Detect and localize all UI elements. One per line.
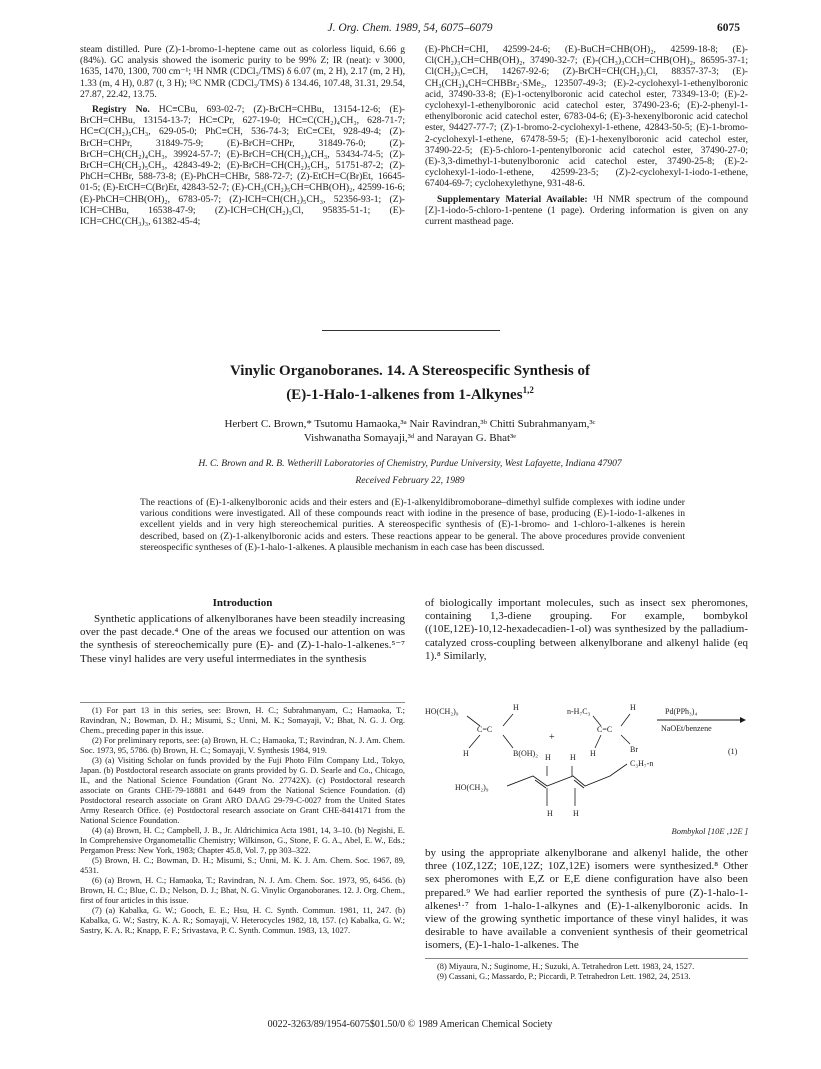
footnote: (1) For part 13 in this series, see: Brown, H. C.; Subrahmanyam, C.; Hamaoka, T.; Ravindran, N.; Bowman, D. H.; Misumi, S.; Unni, M. K.; Somayaji, V.; Bhat, N. G. J. Org. Chem., preceding paper in this issue. <box>80 706 405 735</box>
supplementary-label: Supplementary Material Available: <box>437 193 588 205</box>
author-list <box>80 417 740 445</box>
supplementary-paragraph <box>425 194 748 228</box>
scheme-h: H <box>545 753 551 762</box>
running-header <box>80 22 740 38</box>
registry-paragraph <box>80 104 405 227</box>
footnote: (8) Miyaura, N.; Suginome, H.; Suzuki, A. Tetrahedron Lett. 1983, 24, 1527. <box>437 962 695 971</box>
copyright-line: 0022-3263/89/1954-6075$01.50/0 © 1989 American Chemical Society <box>267 1019 553 1030</box>
abstract: The reactions of (E)-1-alkenylboronic acids and their esters and (E)-1-alkenyldibromoborane–dimethyl sulfide complexes with iodine under various conditions were investigated. All of these compounds react with iodine in the presence of base, producing (E)-1-iodo-1-alkenes in excellent yields and in very high stereochemical purities. A stereospecific synthesis of (E)-1-bromo- and 1-chloro-1-alkenes is herein described, based on (Z)-1-alkenylboronic acids and esters. These reactions appear to be general. The above procedures provide convenient stereospecific syntheses of (E)-1-halo-1-alkenes. A plausible mechanism in each case has been discussed. <box>140 497 685 553</box>
scheme-conditions: NaOEt/benzene <box>661 724 712 733</box>
scheme-catalyst: Pd(PPh₃)₄ <box>665 707 698 716</box>
scheme-h: H <box>573 809 579 818</box>
footnote: (5) Brown, H. C.; Bowman, D. H.; Misumi, S.; Unni, M. K. J. Am. Chem. Soc. 1967, 89, 4531. <box>80 856 405 875</box>
scheme-h: H <box>463 749 469 758</box>
footnote-rule-right <box>425 958 748 959</box>
authors-line-1: Herbert C. Brown,* Tsutomu Hamaoka,³ᵃ Nair Ravindran,³ᵇ Chitti Subrahmanyam,³ᶜ <box>224 418 596 430</box>
footnotes-right <box>425 962 748 982</box>
scheme-h: H <box>630 703 636 712</box>
equation-number: (1) <box>728 747 738 756</box>
introduction-text-left: Synthetic applications of alkenylboranes have been steadily increasing over the past decade.⁴ One of the areas we focused our attention on was the synthesis of stereochemically pure (E)- and (Z)-1-halo-1-alkenes.⁵⁻⁷ These vinyl halides are very useful intermediates in the synthesis <box>80 613 405 665</box>
introduction-text-right-bottom: by using the appropriate alkenylborane and alkenyl halide, the other three (10Z,12Z; 10E,12Z; 10Z,12E) isomers were synthesized.⁸ Other sex pheromones with E,Z or E,E diene configuration have also been prepared.⁹ We had earlier reported the synthesis of pure (Z)-1-halo-1-alkenes¹·⁷ from 1-halo-1-alkynes and (E)-1-alkenylboronic acids. In view of the growing synthetic importance of these vinyl halides, it was desirable to have available a convenient synthesis of their geometrical isomers, (E)-1-halo-1-alkenes. The <box>425 847 748 952</box>
title-line-1: Vinylic Organoboranes. 14. A Stereospecific Synthesis of <box>230 363 590 379</box>
scheme-cc: C=C <box>597 725 613 734</box>
registry-text: HC≡CBu, 693-02-7; (Z)-BrCH=CHBu, 13154-12-6; (E)-BrCH=CHBu, 13154-13-7; HC≡CPr, 627-19-0; HC≡C(CH₂)₄CH₃, 628-71-7; HC≡C(CH₂)₅CH₃, 629-05-0; PhC≡CH, 536-74-3; EtC≡CEt, 928-49-4; (Z)-BrCH=CHPr, 31849-75-9; (E)-BrCH=CHPr, 31849-76-0; (Z)-BrCH=CH(CH₂)₄CH₃, 39924-57-7; (E)-BrCH=CH(CH₂)₄CH₃, 53434-74-5; (Z)-BrCH=CH(CH₂)₅CH₃, 42843-49-2; (E)-BrCH=CH(CH₂)₅CH₃, 51751-87-2; (Z)-PhCH=CHBr, 588-73-8; (E)-PhCH=CHBr, 588-72-7; (Z)-EtCH=C(Br)Et, 16645-01-5; (E)-EtCH=C(Br)Et, 42843-52-7; (E)-CH₃(CH₂)₅CH=CHB(OH)₂, 42599-16-6; (E)-PhCH=CHB(OH)₂, 6783-05-7; (Z)-ICH=CH(CH₂)₅CH₃, 52356-93-1; (Z)-ICH=CHBu, 16538-47-9; (Z)-ICH=CH(CH₂)₃Cl, 95835-51-1; (E)-ICH=CHC(CH₃)₃, 61382-45-4; <box>80 104 405 228</box>
supplementary-text: ¹H NMR spectrum of the compound [Z]-1-iodo-5-chloro-1-pentene (1 page). Ordering information is given on any current masthead page. <box>425 193 748 228</box>
scheme-h: H <box>590 749 596 758</box>
footnote: (6) (a) Brown, H. C.; Hamaoka, T.; Ravindran, N. J. Am. Chem. Soc. 1973, 95, 6456. (b) Brown, H. C.; Blue, C. D.; Nelson, D. J.; Bhat, N. G. Vinylic Organoboranes. 12. J. Org. Chem., first of four articles in this issue. <box>80 876 405 905</box>
reaction-scheme-eq1 <box>425 700 748 818</box>
footnote: (7) (a) Kabalka, G. W.; Gooch, E. E.; Hsu, H. C. Synth. Commun. 1981, 11, 247. (b) Kabalka, G. W.; Sastry, K. A. R.; Somayaji, V. Heterocycles 1982, 18, 157. (c) Kabalka, G. W.; Sastry, K. A. R.; Knapp, F. F.; Srivastava, P. C. Synth. Commun. 1983, 13, 1027. <box>80 906 405 935</box>
journal-citation: J. Org. Chem. 1989, 54, 6075–6079 <box>327 22 493 34</box>
scheme-plus: + <box>549 732 555 743</box>
previous-article-left-column <box>80 44 405 227</box>
footnote: (2) For preliminary reports, see: (a) Brown, H. C.; Hamaoka, T.; Ravindran, N. J. Am. Chem. Soc. 1973, 95, 5786. (b) Brown, H. C.; Somayaji, V. Synthesis 1984, 919. <box>80 736 405 755</box>
scheme-cc: C=C <box>477 725 493 734</box>
footnotes-left <box>80 706 405 936</box>
page-number: 6075 <box>717 22 740 34</box>
introduction-left <box>80 597 405 666</box>
scheme-substituent: HO(CH₂)₉ <box>425 707 459 716</box>
footnote: (9) Cassani, G.; Massardo, P.; Piccardi, P. Tetrahedron Lett. 1982, 24, 2513. <box>437 972 691 981</box>
scheme-h: H <box>570 753 576 762</box>
footnote-rule-left <box>80 702 405 703</box>
scheme-bromine: Br <box>630 745 638 754</box>
scheme-propyl-product: C₃H₇-n <box>630 759 654 768</box>
scheme-h: H <box>547 809 553 818</box>
registry-continuation: (E)-PhCH=CHI, 42599-24-6; (E)-BuCH=CHB(OH)₂, 42599-18-8; (E)-Cl(CH₂)₃CH=CHB(OH)₂, 37490-32-7; (E)-(CH₃)₃CCH=CHB(OH)₂, 86595-37-1; Cl(CH₂)₃C≡CH, 14267-92-6; (Z)-BrCH=CH(CH₂)₃Cl, 88357-37-3; (E)-CH₃(CH₂)₄CH=CHBBr₂·SMe₂, 123507-49-3; (E)-2-cyclohexyl-1-ethenylboronic acid, 37490-33-8; (E)-1-octenylboronic acid catechol ester, 73349-13-0; (E)-2-cyclohexyl-1-ethenylboronic acid catechol ester, 37490-23-6; (E)-2-phenyl-1-ethenylboronic acid catechol ester, 6783-04-6; (E)-3-hexenylboronic acid catechol ester, 94427-77-7; (Z)-1-bromo-2-cyclohexyl-1-ethene, 42843-50-5; (E)-1-bromo-2-cyclohexyl-1-ethene, 67478-59-5; (E)-1-hexenylboronic acid catechol ester, 37490-22-5; (E)-5-chloro-1-pentenylboronic acid catechol ester, 37490-27-0; (E)-3,3-dimethyl-1-butenylboronic acid catechol ester, 37490-25-8; (E)-2-cyclohexyl-1-iodo-1-ethene, 42599-23-5; (Z)-2-cyclohexyl-1-iodo-1-ethene, 67404-69-7; cyclohexylethyne, 931-48-6. <box>425 44 748 190</box>
previous-article-right-column <box>425 44 748 227</box>
scheme-h: H <box>513 703 519 712</box>
reaction-scheme-drawing <box>425 700 748 825</box>
introduction-heading: Introduction <box>212 597 273 609</box>
article-separator <box>322 330 500 331</box>
received-date: Received February 22, 1989 <box>355 475 465 486</box>
title-line-2: (E)-1-Halo-1-alkenes from 1-Alkynes$^{1,2}$ <box>286 385 534 403</box>
article-title <box>80 362 740 405</box>
footnote: (3) (a) Visiting Scholar on funds provided by the Fuji Photo Film Company Ltd., Tokyo, Japan. (b) Postdoctoral research associate on grants provided by G. D. Searle and Co., Chicago, IL, and the National Science Foundation (Grant No. 27742X). (c) Postdoctoral research associate on Grants CHE-79-18881 and 6449 from the National Science Foundation. (d) Postdoctoral research associate on Grant ARO DAAG 29-79-C-0027 from the United States Army Research Office. (e) Postdoctoral research associate on Grant CHE-8414171 from the National Science Foundation. <box>80 756 405 825</box>
registry-label: Registry No. <box>92 104 150 116</box>
experimental-paragraph: steam distilled. Pure (Z)-1-bromo-1-heptene came out as colorless liquid, 6.66 g (84%). GC analysis showed the isomeric purity to be 99% Z; IR (neat): ν 3000, 1635, 1470, 1300, 700 cm⁻¹; ¹H NMR (CDCl₃/TMS) δ 6.07 (m, 2 H), 2.17 (m, 2 H), 1.33 (m, 4 H), 0.87 (t, 3 H); ¹³C NMR (CDCl₃/TMS) δ 134.46, 107.48, 31.31, 29.54, 27.87, 22.42, 13.75. <box>80 44 405 100</box>
authors-line-2: Vishwanatha Somayaji,³ᵈ and Narayan G. Bhat³ᵉ <box>303 432 517 444</box>
scheme-propyl: n-H₇C₃ <box>567 707 591 716</box>
introduction-text-right-top: of biologically important molecules, such as insect sex pheromones, containing 1,3-diene grouping. For example, bombykol ((10E,12E)-10,12-hexadecadien-1-ol) was synthesized by the palladium-catalyzed cross-coupling between alkenylborane and alkenyl halide (eq 1).⁸ Similarly, <box>425 597 748 662</box>
scheme-product-substituent: HO(CH₂)₉ <box>455 783 489 792</box>
affiliation: H. C. Brown and R. B. Wetherill Laboratories of Chemistry, Purdue University, West Lafayette, Indiana 47907 <box>198 458 622 469</box>
footnote: (4) (a) Brown, H. C.; Campbell, J. B., Jr. Aldrichimica Acta 1981, 14, 3–10. (b) Negishi, E. In Comprehensive Organometallic Chemistry; Wilkinson, G., Stone, F. G. A., Abel, E. W., Eds.; Pergamon Press: New York, 1983; Chapter 45.8, Vol. 7, pp 303–322. <box>80 826 405 855</box>
scheme-caption: Bombykol [10E ,12E ] <box>671 826 748 836</box>
scheme-boronic: B(OH)₂ <box>513 749 539 758</box>
